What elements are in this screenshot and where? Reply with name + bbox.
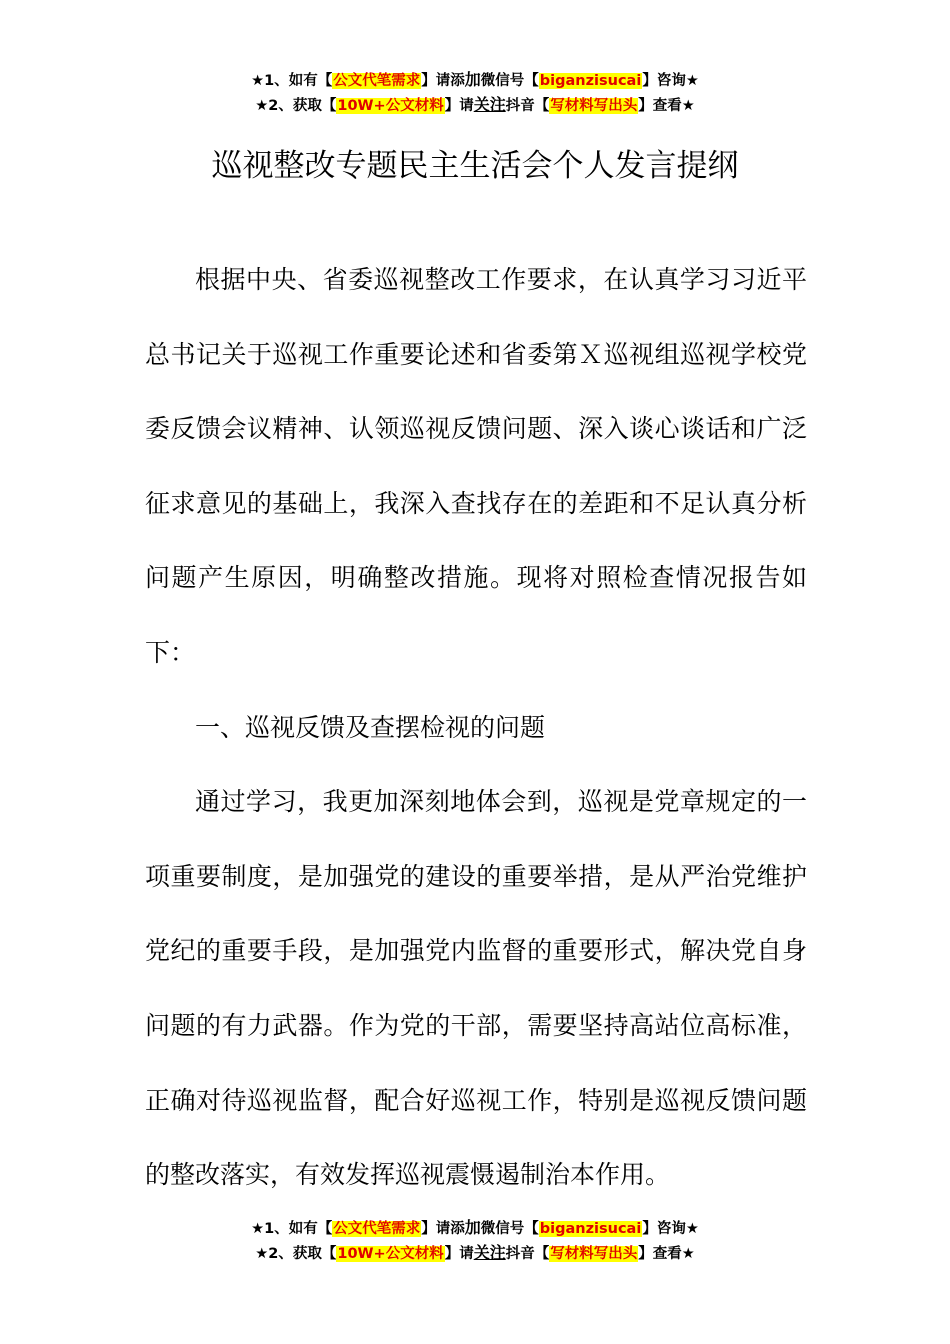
promo-banner-bottom: [0, 1216, 950, 1266]
promo-banner-top: [0, 68, 950, 118]
star-icon: ★: [255, 1246, 269, 1262]
paragraph-reflection: 通过学习，我更加深刻地体会到，巡视是党章规定的一项重要制度，是加强党的建设的重要举措，是从严治党维护党纪的重要手段，是加强党内监督的重要形式，解决党自身问题的有力武器。作为党的干部，需要坚持高站位高标准，正确对待巡视监督，配合好巡视工作，特别是巡视反馈问题的整改落实，有效发挥巡视震慑遏制治本作用。: [145, 787, 807, 1190]
promo-line-2: ★2、获取【10W+公文材料】请关注抖音【写材料写出头】查看★: [255, 95, 695, 114]
highlight-douyin-account: 写材料写出头: [550, 1246, 638, 1262]
promo-line-1: ★1、如有【公文代笔需求】请添加微信号【biganzisucai】咨询★: [251, 1218, 699, 1237]
highlight-service: 公文代笔需求: [333, 73, 421, 89]
section-heading-1: 一、巡视反馈及查摆检视的问题: [195, 712, 546, 742]
highlight-wechat-id: biganzisucai: [539, 73, 642, 89]
highlight-service: 公文代笔需求: [333, 1221, 421, 1237]
highlight-materials: 10W+公文材料: [337, 98, 444, 114]
document-body: [145, 243, 807, 1213]
star-icon: ★: [251, 1221, 265, 1237]
promo-line-2: ★2、获取【10W+公文材料】请关注抖音【写材料写出头】查看★: [255, 1243, 695, 1262]
promo-line-1: ★1、如有【公文代笔需求】请添加微信号【biganzisucai】咨询★: [251, 70, 699, 89]
highlight-douyin-account: 写材料写出头: [550, 98, 638, 114]
star-icon: ★: [251, 73, 265, 89]
highlight-wechat-id: biganzisucai: [539, 1221, 642, 1237]
highlight-materials: 10W+公文材料: [337, 1246, 444, 1262]
document-title: 巡视整改专题民主生活会个人发言提纲: [211, 147, 739, 184]
star-icon: ★: [255, 98, 269, 114]
paragraph-intro: 根据中央、省委巡视整改工作要求，在认真学习习近平总书记关于巡视工作重要论述和省委第Ｘ巡视组巡视学校党委反馈会议精神、认领巡视反馈问题、深入谈心谈话和广泛征求意见的基础上，我深入查找存在的差距和不足认真分析问题产生原因，明确整改措施。现将对照检查情况报告如下：: [145, 265, 807, 667]
